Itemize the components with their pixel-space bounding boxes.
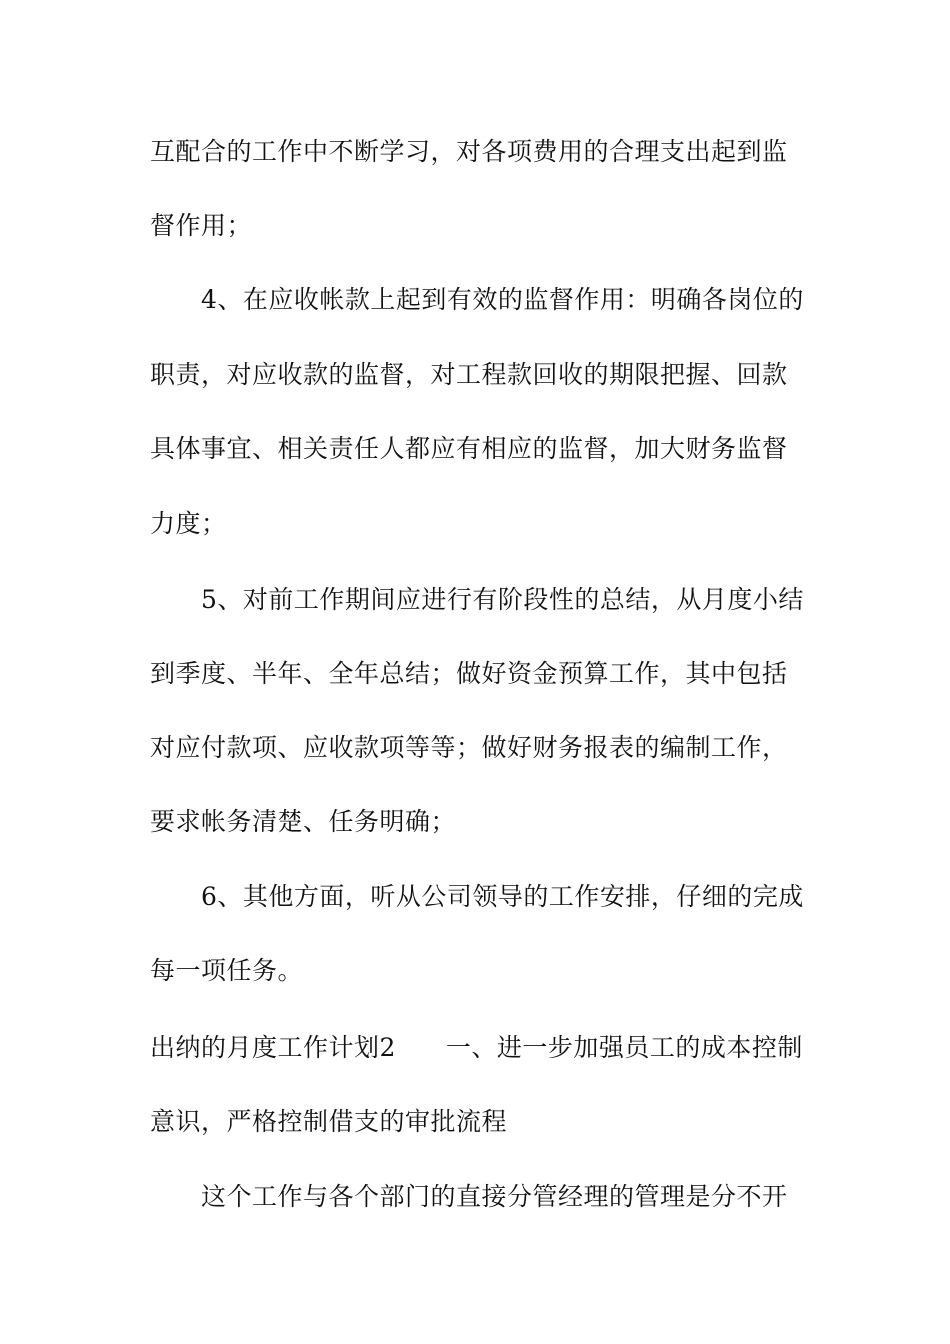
- section-first-line: 一、进一步加强员工的成本控制: [445, 1033, 803, 1062]
- text-line: 每一项任务。: [150, 956, 304, 985]
- text-line: 互配合的工作中不断学习，对各项费用的合理支出起到监: [150, 137, 788, 166]
- text-line: 督作用；: [150, 211, 253, 240]
- text-line: 到季度、半年、全年总结；做好资金预算工作，其中包括: [150, 659, 788, 688]
- section-title: 出纳的月度工作计划2: [150, 1033, 396, 1062]
- text-line: 要求帐务清楚、任务明确；: [150, 807, 457, 836]
- text-line: 这个工作与各个部门的直接分管经理的管理是分不开: [201, 1182, 788, 1211]
- text-line: 6、其他方面，听从公司领导的工作安排，仔细的完成: [201, 882, 804, 911]
- section-heading-line: [150, 1033, 803, 1063]
- text-line: 职责，对应收款的监督，对工程款回收的期限把握、回款: [150, 360, 788, 389]
- text-line: 意识，严格控制借支的审批流程: [150, 1107, 508, 1136]
- text-line: 具体事宜、相关责任人都应有相应的监督，加大财务监督: [150, 434, 788, 463]
- text-line: 对应付款项、应收款项等等；做好财务报表的编制工作，: [150, 733, 788, 762]
- text-line: 4、在应收帐款上起到有效的监督作用：明确各岗位的: [201, 285, 804, 314]
- text-line: 5、对前工作期间应进行有阶段性的总结，从月度小结: [201, 585, 804, 614]
- text-line: 力度；: [150, 509, 227, 538]
